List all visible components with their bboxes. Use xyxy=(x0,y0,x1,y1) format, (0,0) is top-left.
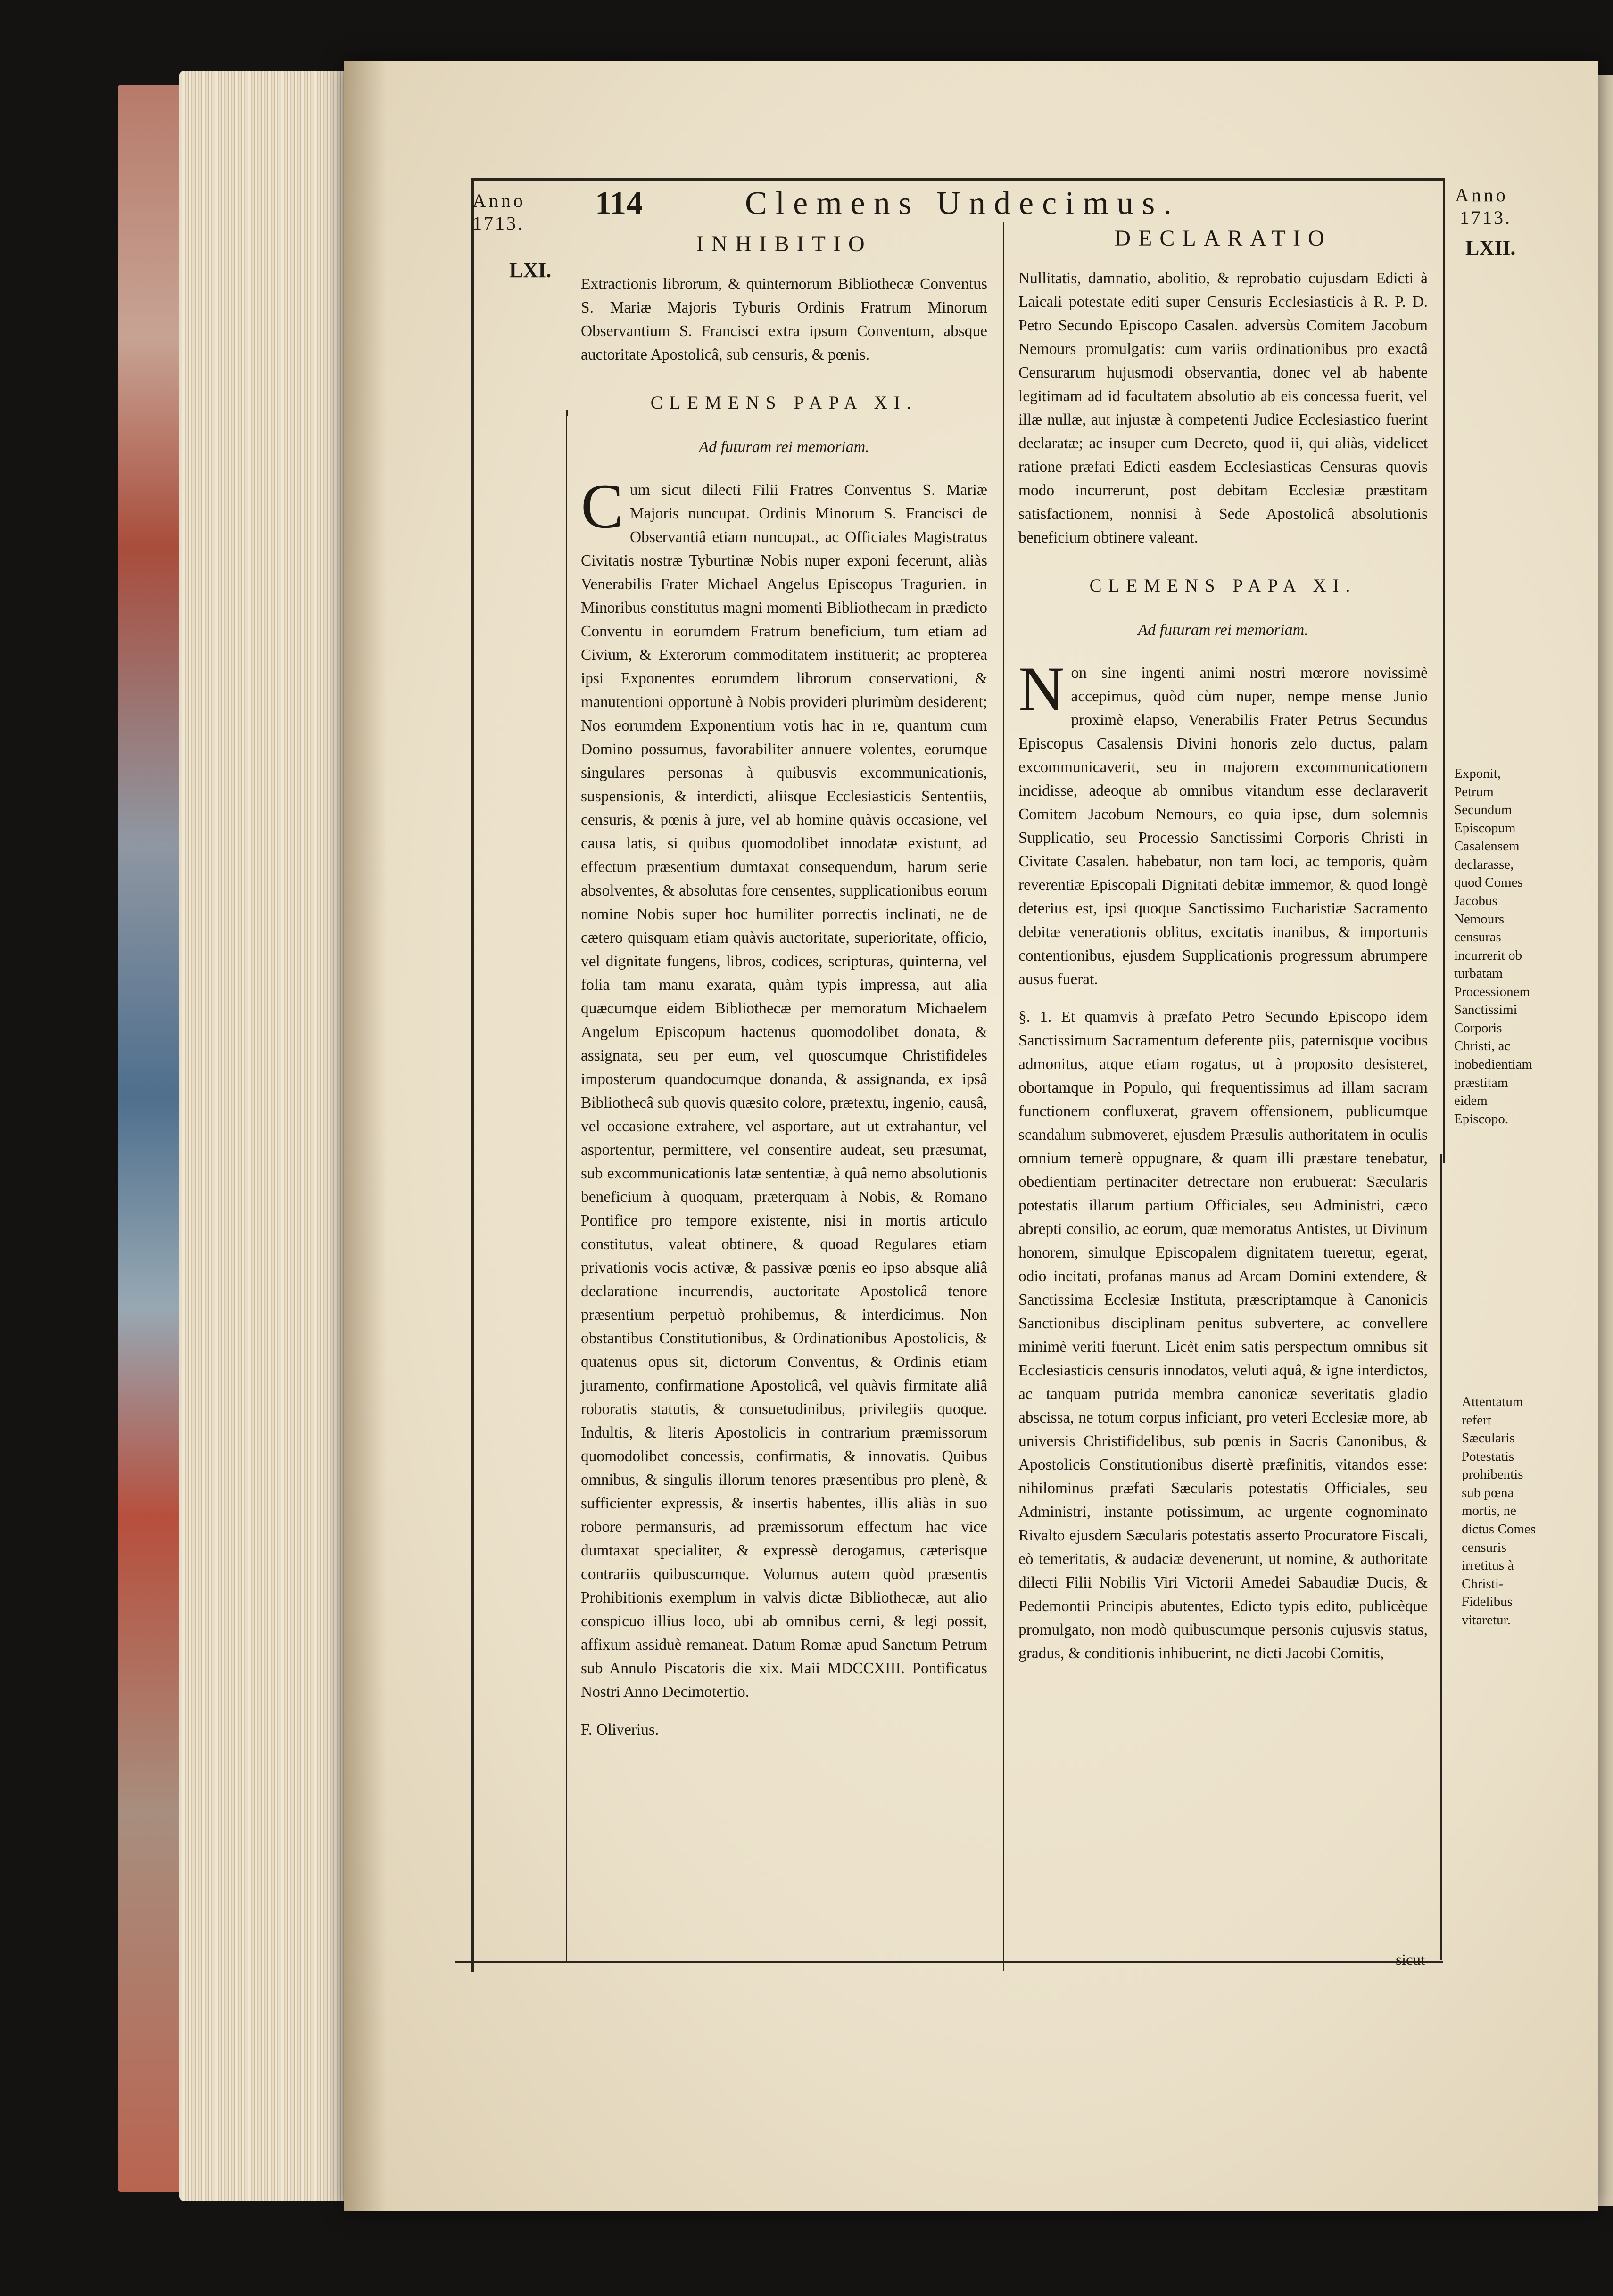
anno-left: Anno xyxy=(472,190,526,211)
declaratio-formula: Ad futuram rei memoriam. xyxy=(1138,621,1308,639)
header-right-tick xyxy=(1443,181,1444,204)
year-left: 1713. xyxy=(472,213,524,234)
column-divider xyxy=(1003,222,1004,1971)
declaratio-summary: Nullitatis, damnatio, abolitio, & reprobatio cujusdam Edicti à Laicali potestate editi super Censuris Ecclesiasticis à R. P. D. Petro Secundo Episcopo Casalen. adversùs Comitem Jacobum Nemours promulgatis: cum variis ordinationibus pro exactâ Censurarum hujusmodi observantia, donec vel ab habente legitimam ad id facultatem absolutio ab eis concessa fuerit, vel illæ nullæ, aut injustæ à competenti Judice Ecclesiastico fuerint declaratæ; ac insuper cum Decreto, quod ii, qui aliàs, videlicet ratione præfati Edicti easdem Ecclesiasticas Censuras quovis modo incurrerunt, post debitam Ecclesiæ præstitam satisfactionem, nonnisi à Sede Apostolicâ absolutionis beneficium obtinere valeant. xyxy=(1018,269,1428,546)
document-number-left: LXI. xyxy=(509,259,552,282)
signature: F. Oliverius. xyxy=(581,1721,659,1739)
declaratio-pope-heading: CLEMENS PAPA XI. xyxy=(1089,575,1357,596)
document-number-right: LXII. xyxy=(1465,236,1516,259)
right-column xyxy=(1018,222,1428,1665)
inhibitio-summary: Extractionis librorum, & quinternorum Bibliothecæ Conventus S. Mariæ Majoris Tyburis Ordinis Fratrum Minorum Observantium S. Francisci extra ipsum Conventum, absque auctoritate Apostolicâ, sub censuris, & pœnis. xyxy=(581,275,987,363)
left-column-rule xyxy=(566,410,567,1961)
catchword: sicut xyxy=(1396,1951,1425,1968)
running-head: Clemens Undecimus. xyxy=(745,185,1180,222)
left-column xyxy=(581,227,987,1742)
declaratio-body: Non sine ingenti animi nostri mœrore novissimè accepimus, quòd cùm nuper, nempe mense Junio proximè elapso, Venerabilis Frater Petrus Secundus Episcopus Casalensis Divini honoris zelo ductus, palam excommunicaverit, seu in majorem excommunicationem incidisse, adeoque ab omnibus vitandum esse declaraverit Comitem Jacobum Nemours, eo quia ipse, dum solemnis Supplicatio, seu Processio Sanctissimi Corporis Christi in Civitate Casalen. habebatur, non tam loci, ac temporis, quàm reverentiæ Episcopali Dignitati debitæ immemor, & quod longè deterius est, ipsi quoque Sanctissimo Eucharistiæ Sacramento debitæ venerationis oblitus, excitatis inanibus, & importunis contentionibus, ejusdem Supplicationis progressum abrumpere ausus fuerat. xyxy=(1018,654,1428,988)
gutter-shadow xyxy=(344,61,387,2211)
page-edges xyxy=(179,71,358,2201)
inhibitio-title: INHIBITIO xyxy=(696,231,872,256)
header-rule xyxy=(471,178,1443,181)
left-frame-rule xyxy=(471,178,474,1972)
declaratio-title: DECLARATIO xyxy=(1114,226,1332,251)
footer-rule xyxy=(455,1961,1443,1963)
margin-note-1: Exponit, Petrum Secundum Episcopum Casalensem declarasse, quod Comes Jacobus Nemours censuras incurrerit ob turbatam Processionem Sanctissimi Corporis Christi, ac inobedientiam præstitam eidem Episcopo. xyxy=(1454,766,1532,1127)
page-number: 114 xyxy=(595,185,643,222)
margin-note-2: Attentatum refert Sæcularis Potestatis prohibentis sub pœna mortis, ne dictus Comes censuris irretitus à Christi-Fidelibus vitaretur. xyxy=(1462,1394,1536,1628)
anno-right: Anno xyxy=(1455,184,1508,206)
declaratio-section-1: §. 1. Et quamvis à præfato Petro Secundo Episcopo idem Sanctissimum Sacramentum deferente piis, paternisque vocibus admonitus, atque etiam rogatus, ut à proposito desisteret, obortamque in Populo, qui frequentissimus ad illam sacram functionem confluxerat, gravem offensionem, publicumque scandalum submoveret, ejusdem Præsulis authoritatem in oculis omnium temerè oppugnare, & quam illi præstare tenebatur, obedientiam pertinaciter detrectare non erubuerat: Sæcularis potestatis illarum partium Officiales, seu Administri, cæco abrepti consilio, ac eorum, quæ memoratus Antistes, ut Divinum honorem, simulque Episcopalem dignitatem tueretur, egerat, odio incitati, profanas manus ad Arcam Domini extendere, & Sanctissima Ecclesiæ Instituta, præscriptamque à Canonicis Sanctionibus disciplinam penitus subvertere, ac convellere minimè veriti fuerunt. Licèt enim satis perspectum omnibus sit Ecclesiasticis censuris innodatos, veluti aquâ, & igne interdictos, ac tanquam putrida membra canonicæ severitatis gladio abscissa, ne totum corpus inficiant, pro veteri Ecclesiæ more, ab universis Christifidelibus, sub pœnis in Sacris Canonibus, & Apostolicis Constitutionibus disertè præfinitis, vitandos esse: nihilominus præfati Sæcularis potestatis Officiales, seu Administri, instante potissimum, ac urgente cognominato Rivalto ejusdem Sæcularis potestatis asserto Procuratore Fiscali, eò temeritatis, & audaciæ devenerunt, ut nomine, & authoritate dilecti Filii Nobilis Viri Victorii Amedei Sabaudiæ Ducis, & Pedemontii Principis abutentes, Edicto typis edito, publicèque promulgato, non modò quibuscumque personis cujusvis status, gradus, & conditionis inhibuerint, ne dicti Jacobi Comitis, xyxy=(1018,1008,1428,1662)
inhibitio-body: Cum sicut dilecti Filii Fratres Conventus S. Mariæ Majoris nuncupat. Ordinis Minorum S. Francisci de Observantiâ etiam nuncupat., ac Officiales Magistratus Civitatis nostræ Tyburtinæ Nobis nuper exponi fecerunt, aliàs Venerabilis Frater Michael Angelus Episcopus Tragurien. in Minoribus constitutus magni momenti Bibliothecam in prædicto Conventu in eorumdem Fratrum beneficium, tum etiam ad Civium, & Exterorum commoditatem instituerit; ac propterea ipsi Exponentes eorumdem librorum conservationi, & manutentioni opportunè à Nobis provideri plurimùm desiderent; Nos eorumdem Exponentium votis hac in re, quantum cum Domino possumus, favorabiliter annuere volentes, eorumque singulares personas à quibusvis excommunicationis, suspensionis, & interdicti, aliisque Ecclesiasticis Sententiis, censuris, & pœnis à jure, vel ab homine quàvis occasione, vel causa latis, si quibus quomodolibet innodatæ existunt, ad effectum præsentium dumtaxat consequendum, harum serie absolventes, & absolutas fore censentes, supplicationibus eorum nomine Nobis super hoc humiliter porrectis inclinati, ne de cætero quisquam etiam quàvis auctoritate, superioritate, officio, vel dignitate fungens, libros, codices, scripturas, quinterna, vel folia tam manu exarata, quàm typis impressa, aut alia quæcumque eidem Bibliothecæ per memoratum Michaelem Angelum Episcopum hactenus quomodolibet donata, & assignata, seu per eum, vel quoscumque Christifideles imposterum quandocumque donanda, & assignanda, ex ipsâ Bibliothecâ sub quovis quæsito colore, prætextu, ingenio, causâ, vel occasione extrahere, vel asportare, aut ut extrahantur, vel asportentur, permittere, vel consentire audeat, seu præsumat, sub excommunicationis latæ sententiæ, à quâ nemo absolutionis beneficium à quoquam, præterquam à Nobis, & Romano Pontifice pro tempore existente, nisi in mortis articulo constitutus, valeat obtinere, & quoad Regulares etiam privationis vocis activæ, & passivæ pœnis eo ipso absque aliâ declaratione incurrendis, auctoritate Apostolicâ tenore præsentium perpetuò prohibemus, & interdicimus. Non obstantibus Constitutionibus, & Ordinationibus Apostolicis, & quatenus opus sit, dictorum Conventus, & Ordinis etiam juramento, confirmatione Apostolicâ, vel quàvis firmitate aliâ roboratis statutis, & consuetudinibus, privilegiis quoque. Indultis, & literis Apostolicis in contrarium præmissorum quomodolibet concessis, confirmatis, & innovatis. Quibus omnibus, & singulis illorum tenores præsentibus pro plenè, & sufficienter expressis, & insertis habentes, illis aliàs in suo robore permansuris, ad præmissorum effectum hac vice dumtaxat specialiter, & expressè derogamus, cæterisque contrariis quibuscumque. Volumus autem quòd præsentis Prohibitionis exemplum in valvis dictæ Bibliothecæ, aut alio conspicuo illius loco, ubi ab omnibus cerni, & legi possit, affixum assiduè remaneat. Datum Romæ apud Sanctum Petrum sub Annulo Piscatoris die xix. Maii MDCCXIII. Pontificatus Nostri Anno Decimotertio. xyxy=(581,471,987,1701)
inhibitio-formula: Ad futuram rei memoriam. xyxy=(699,438,869,456)
right-frame-rule-upper xyxy=(1443,178,1445,1163)
inhibitio-pope-heading: CLEMENS PAPA XI. xyxy=(650,392,918,413)
left-box-rule xyxy=(566,410,568,416)
right-frame-rule-lower xyxy=(1440,1154,1442,1960)
year-right: 1713. xyxy=(1460,207,1512,228)
